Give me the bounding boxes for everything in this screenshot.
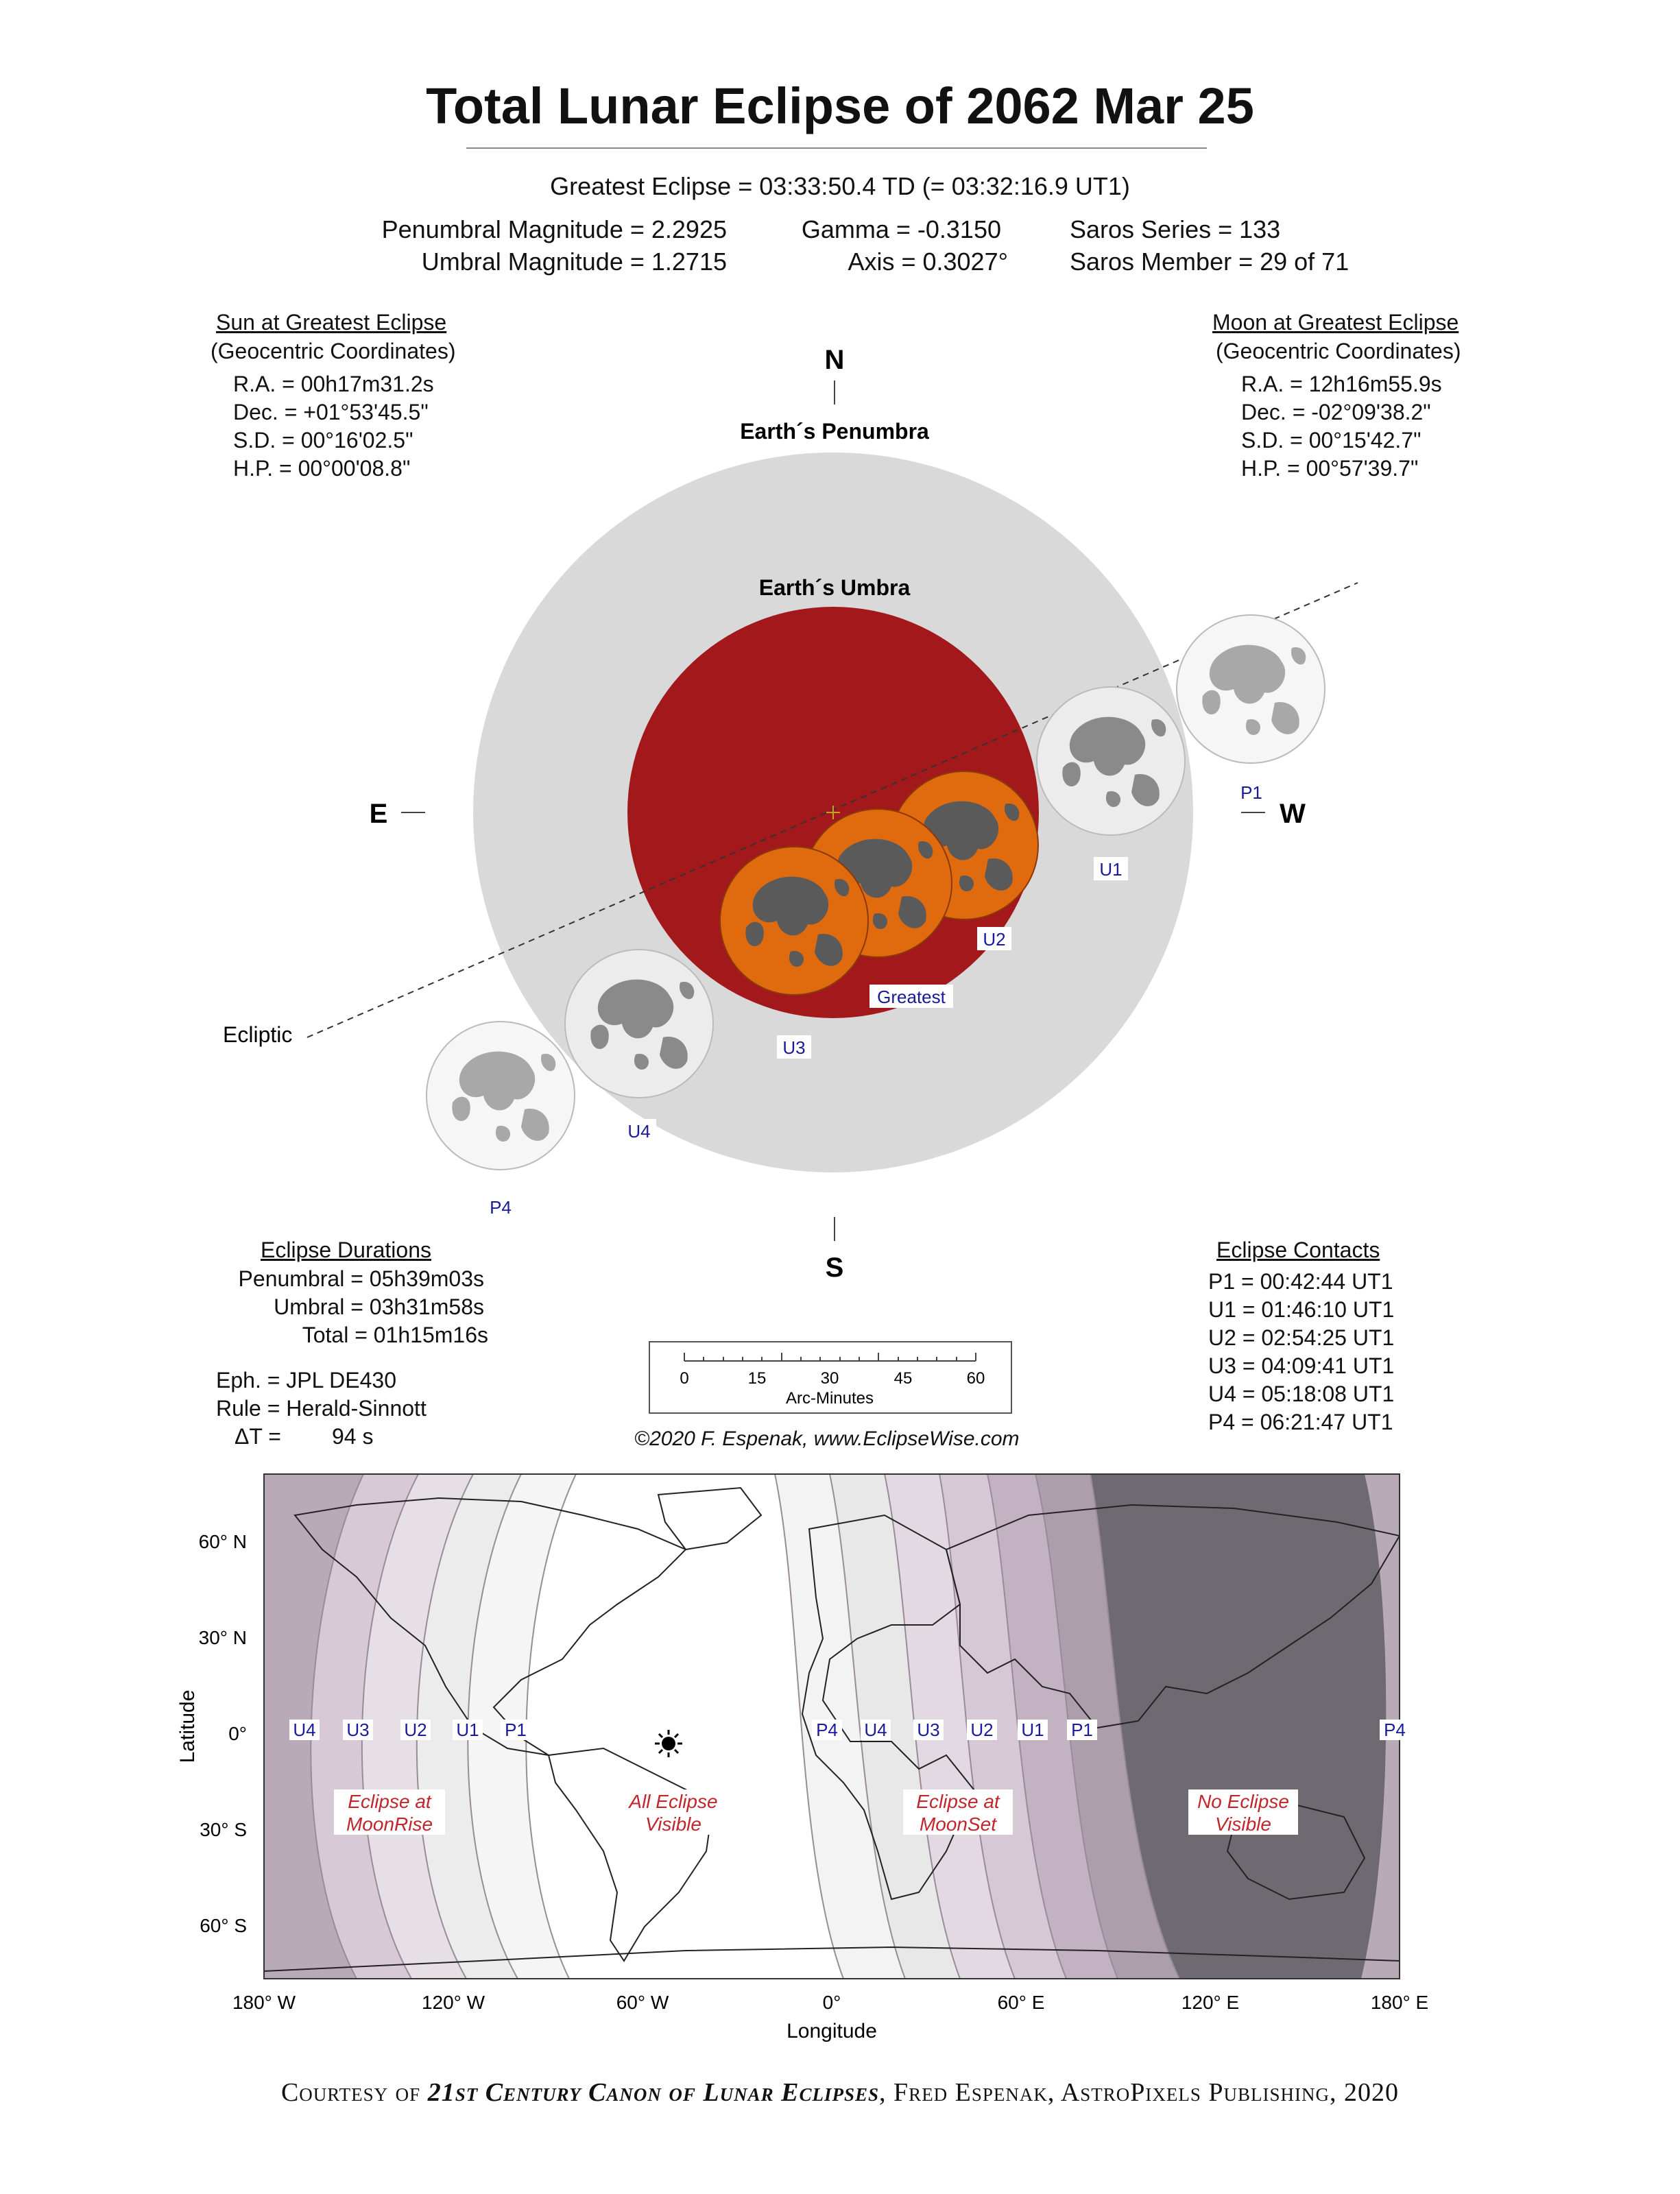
moon-p1 [1177, 615, 1325, 763]
penumbral-magnitude: Penumbral Magnitude = 2.2925 [381, 215, 727, 243]
svg-text:Greatest: Greatest [877, 987, 946, 1007]
svg-text:Visible: Visible [645, 1813, 701, 1835]
rule: Rule = Herald-Sinnott [216, 1396, 427, 1421]
curve-label-far-right-p4 [1380, 1720, 1410, 1740]
svg-text:P1: P1 [1071, 1720, 1093, 1740]
moon-dec: Dec. = -02°09'38.2" [1241, 400, 1431, 424]
curve-label-right-u1 [1018, 1720, 1048, 1740]
ecliptic-label: Ecliptic [223, 1022, 293, 1047]
duration-total: Total = 01h15m16s [302, 1323, 488, 1347]
curve-label-left-u2 [400, 1720, 431, 1740]
copyright: ©2020 F. Espenak, www.EclipseWise.com [634, 1427, 1020, 1450]
curve-label-left-u3 [343, 1720, 373, 1740]
lat-tick-30s: 30° S [200, 1819, 247, 1840]
contact-label-p1 [1240, 782, 1262, 803]
sun-dec: Dec. = +01°53'45.5" [233, 400, 429, 424]
svg-text:U3: U3 [917, 1720, 940, 1740]
svg-text:MoonSet: MoonSet [919, 1813, 997, 1835]
moon-p4 [427, 1022, 575, 1170]
svg-text:MoonRise: MoonRise [346, 1813, 433, 1835]
umbra-label: Earth´s Umbra [758, 575, 911, 600]
saros-member: Saros Member = 29 of 71 [1070, 248, 1349, 276]
contact-time-p4: P4 = 06:21:47 UT1 [1208, 1410, 1393, 1434]
sun-heading: Sun at Greatest Eclipse [216, 310, 447, 335]
sun-ra: R.A. = 00h17m31.2s [233, 372, 434, 396]
lat-tick-30n: 30° N [198, 1627, 247, 1648]
compass-west: W [1280, 799, 1306, 829]
compass-north: N [824, 345, 845, 375]
delta-t-label: ΔT = [235, 1424, 281, 1449]
saros-series: Saros Series = 133 [1070, 215, 1281, 243]
scale-tick-45: 45 [893, 1369, 913, 1388]
duration-penumbral: Penumbral = 05h39m03s [238, 1266, 484, 1291]
svg-text:No Eclipse: No Eclipse [1197, 1791, 1289, 1812]
compass-east: E [369, 799, 388, 829]
svg-text:U3: U3 [346, 1720, 370, 1740]
map-xlabel: Longitude [787, 2020, 877, 2042]
svg-text:U1: U1 [1021, 1720, 1044, 1740]
subsolar-sun-icon [655, 1730, 682, 1757]
contact-time-u3: U3 = 04:09:41 UT1 [1208, 1353, 1395, 1378]
curve-label-right-u2 [967, 1720, 997, 1740]
moon-u4 [565, 950, 713, 1098]
svg-text:P4: P4 [816, 1720, 838, 1740]
ephemeris: Eph. = JPL DE430 [216, 1368, 396, 1393]
footer-credit [0, 2077, 1680, 2108]
map-ylabel: Latitude [176, 1689, 199, 1763]
contact-time-u2: U2 = 02:54:25 UT1 [1208, 1325, 1395, 1350]
contacts-heading: Eclipse Contacts [1216, 1238, 1380, 1262]
page-title: Total Lunar Eclipse of 2062 Mar 25 [426, 77, 1254, 134]
lon-tick-0: 0° [822, 1992, 841, 2013]
sun-sd: S.D. = 00°16'02.5" [233, 428, 413, 453]
moon-ra: R.A. = 12h16m55.9s [1241, 372, 1442, 396]
svg-text:U2: U2 [983, 929, 1006, 950]
curve-label-right-u3 [913, 1720, 944, 1740]
sun-subheading: (Geocentric Coordinates) [211, 339, 456, 363]
contact-label-u1 [1094, 857, 1128, 880]
curve-label-right-p1 [1067, 1720, 1097, 1740]
contact-time-u4: U4 = 05:18:08 UT1 [1208, 1382, 1395, 1406]
contact-time-u1: U1 = 01:46:10 UT1 [1208, 1297, 1395, 1322]
lon-tick-180w: 180° W [232, 1992, 296, 2013]
lon-tick-120e: 120° E [1181, 1992, 1240, 2013]
lon-tick-120w: 120° W [421, 1992, 485, 2013]
contact-label-u2 [977, 927, 1011, 950]
svg-text:P4: P4 [490, 1197, 512, 1218]
contact-time-p1: P1 = 00:42:44 UT1 [1208, 1269, 1393, 1294]
moon-heading: Moon at Greatest Eclipse [1212, 310, 1459, 335]
svg-text:P1: P1 [505, 1720, 527, 1740]
svg-text:U4: U4 [627, 1121, 651, 1142]
contact-label-greatest [869, 985, 953, 1008]
footer-prefix: Courtesy of [280, 2078, 428, 2107]
svg-text:U2: U2 [404, 1720, 427, 1740]
curve-label-left-u1 [453, 1720, 483, 1740]
lon-tick-60w: 60° W [616, 1992, 669, 2013]
curve-label-left-u4 [289, 1720, 320, 1740]
svg-text:Eclipse at: Eclipse at [348, 1791, 431, 1812]
moon-sd: S.D. = 00°15'42.7" [1241, 428, 1421, 453]
moon-hp: H.P. = 00°57'39.7" [1241, 456, 1419, 481]
moon-u1 [1037, 687, 1185, 835]
durations-heading: Eclipse Durations [261, 1238, 431, 1262]
svg-text:U1: U1 [456, 1720, 479, 1740]
svg-text:U1: U1 [1099, 859, 1123, 880]
scale-tick-15: 15 [747, 1369, 767, 1388]
lat-tick-60s: 60° S [200, 1915, 247, 1936]
footer-suffix: , Fred Espenak, AstroPixels Publishing, 2020 [879, 2078, 1400, 2107]
curve-label-right-u4 [861, 1720, 891, 1740]
lon-tick-180e: 180° E [1370, 1992, 1429, 2013]
svg-text:U4: U4 [293, 1720, 316, 1740]
lon-tick-60e: 60° E [997, 1992, 1045, 2013]
svg-text:Visible: Visible [1215, 1813, 1271, 1835]
contact-label-p4 [490, 1197, 512, 1218]
delta-t-value: 94 s [332, 1424, 374, 1449]
moon-u3 [720, 847, 868, 995]
region-moonset [903, 1789, 1013, 1835]
svg-text:U2: U2 [970, 1720, 994, 1740]
compass-south: S [825, 1253, 844, 1283]
sun-hp: H.P. = 00°00'08.8" [233, 456, 411, 481]
region-all-visible [616, 1789, 731, 1835]
visibility-map [0, 1467, 1680, 2064]
umbral-magnitude: Umbral Magnitude = 1.2715 [421, 248, 727, 276]
gamma: Gamma = -0.3150 [801, 215, 1001, 243]
svg-text:Eclipse at: Eclipse at [916, 1791, 1000, 1812]
scale-tick-30: 30 [820, 1369, 839, 1388]
axis: Axis = 0.3027° [848, 248, 1008, 276]
scale-tick-0: 0 [680, 1369, 689, 1388]
penumbra-label: Earth´s Penumbra [740, 419, 929, 444]
lat-tick-60n: 60° N [198, 1531, 247, 1552]
contact-label-u4 [622, 1119, 656, 1142]
scale-label: Arc-Minutes [785, 1389, 874, 1408]
duration-umbral: Umbral = 03h31m58s [274, 1294, 484, 1319]
svg-text:All Eclipse: All Eclipse [629, 1791, 718, 1812]
svg-text:P4: P4 [1384, 1720, 1406, 1740]
svg-text:P1: P1 [1240, 782, 1262, 803]
curve-label-left-p1 [501, 1720, 531, 1740]
curve-label-right-p4 [812, 1720, 842, 1740]
region-no-eclipse [1188, 1789, 1298, 1835]
scale-tick-60: 60 [966, 1369, 985, 1388]
region-moonrise [334, 1789, 445, 1835]
footer-book-title: 21st Century Canon of Lunar Eclipses [427, 2078, 880, 2107]
moon-subheading: (Geocentric Coordinates) [1216, 339, 1461, 363]
lat-tick-0: 0° [228, 1723, 247, 1744]
svg-text:U4: U4 [864, 1720, 887, 1740]
arc-minute-scale [648, 1340, 1015, 1416]
svg-text:U3: U3 [782, 1037, 806, 1058]
greatest-eclipse: Greatest Eclipse = 03:33:50.4 TD (= 03:32:16.9 UT1) [550, 172, 1130, 200]
contact-label-u3 [777, 1035, 811, 1059]
